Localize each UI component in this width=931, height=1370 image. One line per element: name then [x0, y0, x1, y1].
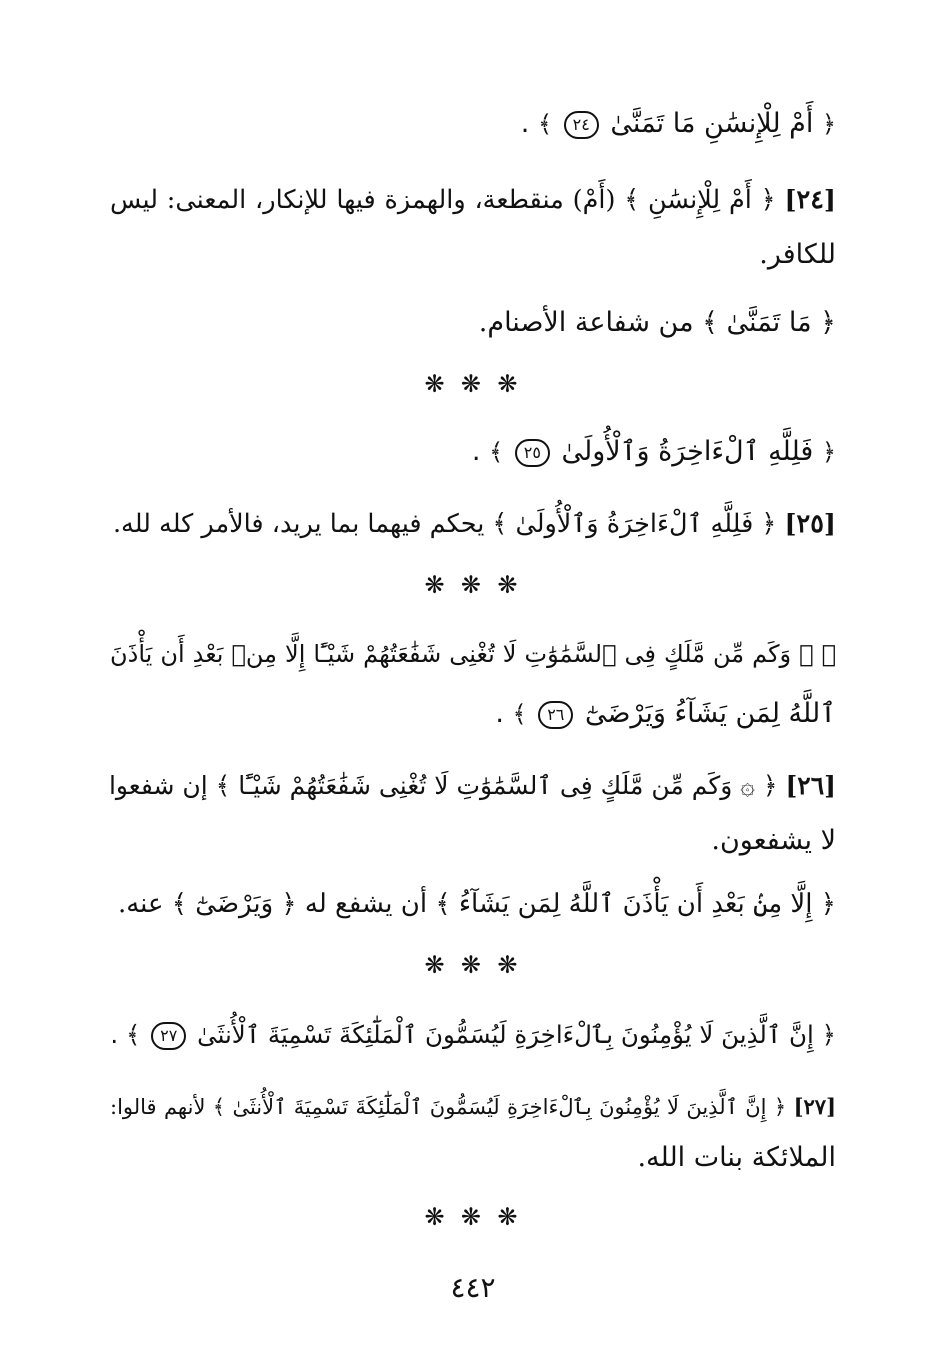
verse-26-line-2: [110, 696, 836, 732]
ayah-number-26: ٢٦: [538, 701, 573, 729]
verse-close-bracket: ﴾: [489, 438, 504, 466]
verse-24-text: أَمْ لِلْإِنسَٰنِ مَا تَمَنَّىٰ: [610, 108, 814, 139]
commentary-26-line-2: لا يشفعون.: [711, 825, 836, 856]
verse-26-text: ٱللَّهُ لِمَن يَشَآءُ وَيَرْضَىٰٓ: [584, 698, 836, 729]
verse-end-mark: .: [495, 698, 504, 729]
commentary-24-line-1: [110, 182, 836, 218]
commentary-26-text: ﴿ ۞ وَكَم مِّن مَّلَكٍ فِى ٱلسَّمَٰوَٰتِ لَا تُغْنِى شَفَٰعَتُهُمْ شَيْـًٔا ﴾ إن شفعوا: [108, 771, 778, 800]
commentary-27-line-2: الملائكة بنات الله.: [637, 1142, 836, 1173]
commentary-ref-25: [٢٥]: [784, 509, 836, 539]
ayah-number-25: ٢٥: [515, 439, 550, 467]
verse-27: [110, 1017, 836, 1053]
commentary-25-line-1: [110, 506, 836, 542]
verse-25-text: فَلِلَّهِ ٱلْءَاخِرَةُ وَٱلْأُولَىٰ: [561, 436, 814, 467]
commentary-24-line-2: للكافر.: [759, 239, 836, 270]
verse-open-bracket: ﴿: [821, 110, 836, 138]
verse-open-bracket: ﴿: [821, 1020, 836, 1049]
commentary-ref-27: [٢٧]: [793, 1094, 836, 1119]
verse-close-bracket: ﴾: [512, 700, 527, 728]
commentary-ref-26: [٢٦]: [785, 771, 836, 800]
commentary-ref-24: [٢٤]: [784, 185, 836, 215]
section-separator: ❋ ❋ ❋: [424, 370, 522, 398]
commentary-27-text: ﴿ إِنَّ ٱلَّذِينَ لَا يُؤْمِنُونَ بِٱلْءَاخِرَةِ لَيُسَمُّونَ ٱلْمَلَٰٓئِكَةَ تَسْمِيَةَ ٱلْأُنثَىٰ ﴾ لأنهم قالوا:: [110, 1095, 787, 1119]
commentary-24-text: ﴿ أَمْ لِلْإِنسَٰنِ ﴾ (أَمْ) منقطعة، والهمزة فيها للإنكار، المعنى: ليس: [110, 185, 776, 215]
commentary-26-note: ﴿ إِلَّا مِنۢ بَعْدِ أَن يَأْذَنَ ٱللَّهُ لِمَن يَشَآءُ ﴾ أن يشفع له ﴿ وَيَرْضَىٰٓ ﴾ عنه.: [117, 889, 836, 919]
page-number: ٤٤٢: [450, 1271, 496, 1304]
page: [110, 0, 836, 1370]
verse-end-mark: .: [471, 436, 481, 467]
verse-26-line-1: ﴿ ۞ وَكَم مِّن مَّلَكٍ فِى ٱلسَّمَٰوَٰتِ لَا تُغْنِى شَفَٰعَتُهُمْ شَيْـًٔا إِلَّا مِنۢ بَعْدِ أَن يَأْذَنَ: [110, 640, 836, 668]
verse-end-mark: .: [110, 1020, 119, 1049]
verse-close-bracket: ﴾: [126, 1020, 141, 1049]
section-separator: ❋ ❋ ❋: [424, 951, 522, 979]
verse-end-mark: .: [520, 108, 530, 139]
section-separator: ❋ ❋ ❋: [424, 571, 522, 599]
verse-24: [110, 106, 836, 142]
verse-close-bracket: ﴾: [537, 110, 553, 138]
verse-27-text: إِنَّ ٱلَّذِينَ لَا يُؤْمِنُونَ بِٱلْءَاخِرَةِ لَيُسَمُّونَ ٱلْمَلَٰٓئِكَةَ تَسْمِيَةَ ٱلْأُنثَىٰ: [197, 1020, 814, 1049]
commentary-24-note: ﴿ مَا تَمَنَّىٰ ﴾ من شفاعة الأصنام.: [478, 307, 836, 338]
commentary-27-line-1: [110, 1089, 836, 1125]
verse-open-bracket: ﴿: [821, 438, 836, 466]
ayah-number-24: ٢٤: [564, 111, 599, 139]
verse-25: [110, 434, 836, 470]
ayah-number-27: ٢٧: [151, 1022, 186, 1050]
commentary-25-text: ﴿ فَلِلَّهِ ٱلْءَاخِرَةُ وَٱلْأُولَىٰ ﴾ يحكم فيهما بما يريد، فالأمر كله لله.: [112, 509, 777, 539]
section-separator: ❋ ❋ ❋: [424, 1203, 522, 1231]
commentary-26-line-1: [110, 768, 836, 804]
